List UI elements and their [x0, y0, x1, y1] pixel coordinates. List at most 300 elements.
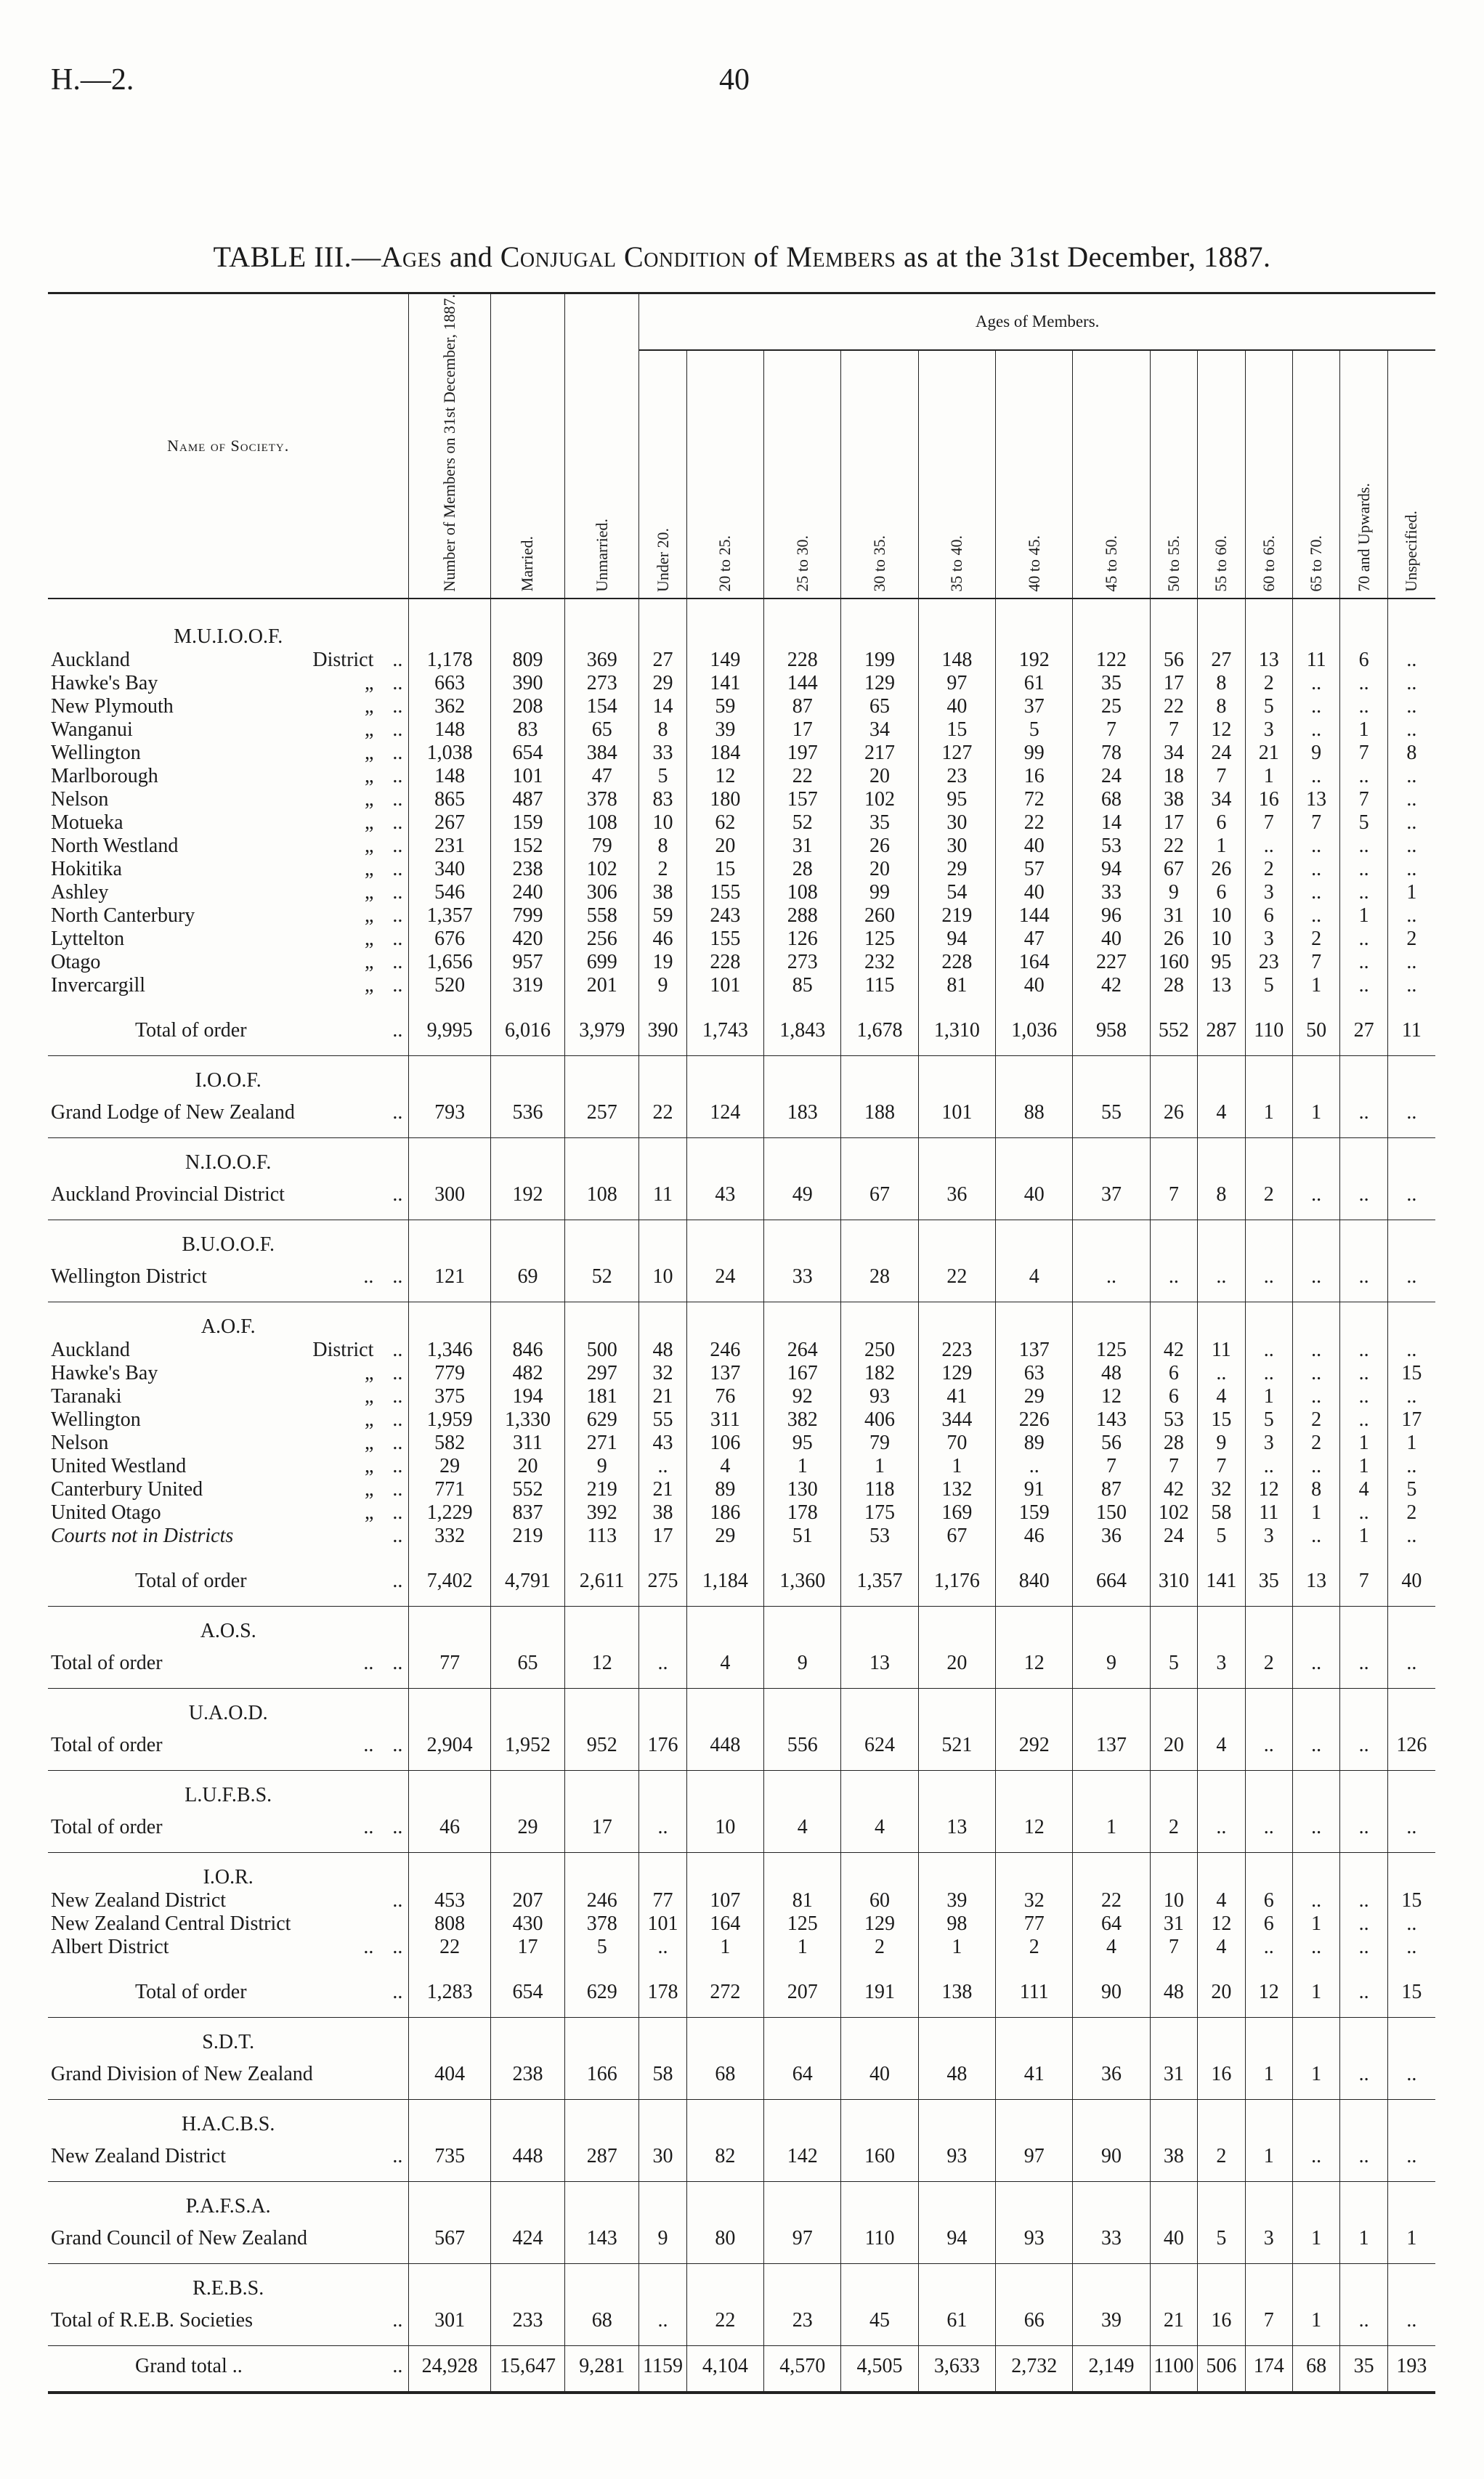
- value-cell: ..: [1387, 718, 1435, 742]
- leader-dots: ..: [392, 880, 403, 904]
- value-cell: 2: [1245, 1174, 1292, 1220]
- value-cell: 5: [1245, 974, 1292, 997]
- value-cell: 624: [841, 1725, 918, 1771]
- table-title: TABLE III.—Ages and Conjugal Condition of Members as at the 31st December, 1887.: [213, 240, 1271, 273]
- row-name: [48, 1455, 409, 1478]
- value-cell: 166: [565, 2054, 639, 2100]
- value-cell: 390: [490, 672, 564, 695]
- society-group: [48, 599, 1435, 1056]
- value-cell: ..: [1340, 2054, 1387, 2100]
- leader-dots: ..: [392, 1384, 403, 1408]
- col-age-4: [918, 350, 995, 598]
- value-cell: 6: [1245, 1912, 1292, 1936]
- value-cell: 31: [1150, 1912, 1197, 1936]
- society-name: Marlborough: [51, 764, 158, 787]
- value-cell: ..: [1245, 1257, 1292, 1302]
- value-cell: 3: [1198, 1643, 1245, 1689]
- value-cell: 32: [639, 1362, 686, 1385]
- value-cell: 1: [1340, 2218, 1387, 2264]
- value-cell: 228: [918, 951, 995, 974]
- value-cell: 14: [1073, 811, 1150, 835]
- value-cell: 6: [1198, 881, 1245, 904]
- value-cell: 155: [686, 928, 763, 951]
- value-cell: 3: [1245, 928, 1292, 951]
- value-cell: 808: [409, 1912, 490, 1936]
- value-cell: ..: [1387, 835, 1435, 858]
- value-cell: 13: [1292, 788, 1339, 811]
- value-cell: 50: [1292, 1010, 1339, 1056]
- value-cell: 1: [1292, 1972, 1339, 2018]
- row-name: [48, 2218, 409, 2264]
- group-heading-row: [48, 1852, 1435, 1889]
- value-cell: 1: [1387, 881, 1435, 904]
- value-cell: 1,952: [490, 1725, 564, 1771]
- leader-dots: ..: [392, 1408, 403, 1431]
- value-cell: 167: [764, 1362, 841, 1385]
- value-cell: 2: [1292, 928, 1339, 951]
- value-cell: 16: [1198, 2300, 1245, 2346]
- value-cell: 809: [490, 649, 564, 672]
- value-cell: 10: [639, 811, 686, 835]
- value-cell: ..: [1340, 2136, 1387, 2182]
- value-cell: 49: [764, 1174, 841, 1220]
- value-cell: 199: [841, 649, 918, 672]
- value-cell: 7: [1340, 788, 1387, 811]
- value-cell: 7: [1150, 1936, 1197, 1959]
- value-cell: 952: [565, 1725, 639, 1771]
- header-row: [48, 293, 1435, 351]
- value-cell: 108: [565, 811, 639, 835]
- group-heading-row: [48, 1055, 1435, 1092]
- value-cell: 1,229: [409, 1501, 490, 1525]
- value-cell: 51: [764, 1525, 841, 1548]
- value-cell: 38: [639, 1501, 686, 1525]
- value-cell: 39: [918, 1889, 995, 1912]
- value-cell: ..: [996, 1455, 1073, 1478]
- value-cell: 14: [639, 695, 686, 718]
- value-cell: ..: [1198, 1257, 1245, 1302]
- value-cell: 29: [996, 1385, 1073, 1408]
- value-cell: 95: [918, 788, 995, 811]
- group-heading: A.O.S.: [200, 1619, 256, 1642]
- value-cell: 30: [918, 811, 995, 835]
- value-cell: 72: [996, 788, 1073, 811]
- value-cell: 6,016: [490, 1010, 564, 1056]
- value-cell: 12: [686, 765, 763, 788]
- value-cell: 319: [490, 974, 564, 997]
- leader-dots: ..: [392, 718, 403, 741]
- name-note: ..: [363, 1815, 374, 1838]
- value-cell: 54: [918, 881, 995, 904]
- value-cell: 62: [686, 811, 763, 835]
- group-heading-row: [48, 1302, 1435, 1339]
- value-cell: 629: [565, 1972, 639, 2018]
- total-row: [48, 1972, 1435, 2018]
- value-cell: 48: [1150, 1972, 1197, 2018]
- value-cell: 22: [918, 1257, 995, 1302]
- value-cell: ..: [1387, 858, 1435, 881]
- society-name: Hokitika: [51, 857, 122, 880]
- value-cell: 22: [1073, 1889, 1150, 1912]
- leader-dots: ..: [392, 1018, 403, 1042]
- value-cell: 64: [764, 2054, 841, 2100]
- value-cell: 1,283: [409, 1972, 490, 2018]
- value-cell: 273: [764, 951, 841, 974]
- value-cell: 228: [764, 649, 841, 672]
- value-cell: 4: [996, 1257, 1073, 1302]
- value-cell: 1100: [1150, 2345, 1197, 2393]
- value-cell: 556: [764, 1725, 841, 1771]
- value-cell: 12: [1073, 1385, 1150, 1408]
- value-cell: 197: [764, 742, 841, 765]
- society-name: United Otago: [51, 1501, 161, 1524]
- table-row: [48, 1408, 1435, 1432]
- value-cell: 24,928: [409, 2345, 490, 2393]
- value-cell: 8: [1198, 1174, 1245, 1220]
- value-cell: ..: [1387, 2300, 1435, 2346]
- value-cell: 39: [686, 718, 763, 742]
- value-cell: 5: [996, 718, 1073, 742]
- leader-dots: ..: [392, 811, 403, 834]
- value-cell: 5: [1245, 695, 1292, 718]
- society-name: New Plymouth: [51, 694, 174, 718]
- value-cell: 36: [1073, 2054, 1150, 2100]
- leader-dots: ..: [392, 1569, 403, 1592]
- value-cell: ..: [1387, 695, 1435, 718]
- row-name: [48, 788, 409, 811]
- society-name: Hawke's Bay: [51, 671, 158, 694]
- value-cell: 33: [764, 1257, 841, 1302]
- value-cell: 23: [764, 2300, 841, 2346]
- table-row: [48, 1455, 1435, 1478]
- value-cell: 68: [1292, 2345, 1339, 2393]
- table-row: [48, 1889, 1435, 1912]
- table-row: [48, 1092, 1435, 1138]
- value-cell: 21: [1245, 742, 1292, 765]
- value-cell: 37: [1073, 1174, 1150, 1220]
- value-cell: 13: [1292, 1561, 1339, 1607]
- value-cell: 1: [1245, 2136, 1292, 2182]
- row-name: [48, 1501, 409, 1525]
- value-cell: 1: [1340, 1432, 1387, 1455]
- value-cell: 28: [841, 1257, 918, 1302]
- value-cell: 7: [1150, 1455, 1197, 1478]
- value-cell: ..: [1340, 858, 1387, 881]
- leader-dots: ..: [392, 764, 403, 787]
- value-cell: 30: [918, 835, 995, 858]
- group-heading-row: [48, 2017, 1435, 2054]
- table-row: [48, 928, 1435, 951]
- value-cell: 8: [1387, 742, 1435, 765]
- value-cell: 567: [409, 2218, 490, 2264]
- value-cell: 174: [1245, 2345, 1292, 2393]
- value-cell: 76: [686, 1385, 763, 1408]
- col-age-7: [1150, 350, 1197, 598]
- value-cell: 21: [639, 1385, 686, 1408]
- society-name: Total of order: [51, 1733, 163, 1756]
- value-cell: ..: [1340, 1339, 1387, 1362]
- value-cell: 506: [1198, 2345, 1245, 2393]
- value-cell: 7: [1292, 951, 1339, 974]
- value-cell: ..: [1292, 835, 1339, 858]
- value-cell: 232: [841, 951, 918, 974]
- value-cell: 536: [490, 1092, 564, 1138]
- value-cell: 865: [409, 788, 490, 811]
- value-cell: 1: [1245, 1385, 1292, 1408]
- value-cell: 55: [639, 1408, 686, 1432]
- value-cell: 243: [686, 904, 763, 928]
- value-cell: ..: [1387, 811, 1435, 835]
- value-cell: ..: [1340, 1385, 1387, 1408]
- value-cell: 43: [639, 1432, 686, 1455]
- value-cell: ..: [1387, 974, 1435, 997]
- value-cell: 629: [565, 1408, 639, 1432]
- members-table: [48, 292, 1435, 2394]
- value-cell: 143: [565, 2218, 639, 2264]
- value-cell: ..: [1245, 1936, 1292, 1959]
- col-age-label: 60 to 65.: [1259, 535, 1278, 592]
- value-cell: ..: [1292, 672, 1339, 695]
- value-cell: 306: [565, 881, 639, 904]
- value-cell: 77: [409, 1643, 490, 1689]
- value-cell: 311: [490, 1432, 564, 1455]
- value-cell: 406: [841, 1408, 918, 1432]
- value-cell: 10: [639, 1257, 686, 1302]
- society-group: [48, 2263, 1435, 2345]
- value-cell: 53: [841, 1525, 918, 1548]
- leader-dots: ..: [392, 904, 403, 927]
- value-cell: 159: [996, 1501, 1073, 1525]
- value-cell: 1: [918, 1455, 995, 1478]
- value-cell: 69: [490, 1257, 564, 1302]
- value-cell: 223: [918, 1339, 995, 1362]
- value-cell: 29: [639, 672, 686, 695]
- value-cell: 9: [1073, 1643, 1150, 1689]
- leader-dots: ..: [392, 1501, 403, 1524]
- society-group: [48, 1770, 1435, 1852]
- value-cell: 29: [686, 1525, 763, 1548]
- leader-dots: ..: [392, 834, 403, 857]
- society-name: North Westland: [51, 834, 179, 857]
- value-cell: 1: [1245, 2054, 1292, 2100]
- value-cell: 1: [1292, 2218, 1339, 2264]
- value-cell: 7: [1073, 718, 1150, 742]
- value-cell: 164: [996, 951, 1073, 974]
- value-cell: 5: [1245, 1408, 1292, 1432]
- value-cell: 20: [841, 858, 918, 881]
- value-cell: 111: [996, 1972, 1073, 2018]
- society-name: Wanganui: [51, 718, 133, 741]
- value-cell: ..: [1292, 1807, 1339, 1853]
- value-cell: 52: [764, 811, 841, 835]
- row-name: [48, 2300, 409, 2346]
- value-cell: 108: [565, 1174, 639, 1220]
- value-cell: ..: [1340, 928, 1387, 951]
- value-cell: 36: [1073, 1525, 1150, 1548]
- society-name: Nelson: [51, 1431, 109, 1454]
- value-cell: 1: [1292, 1912, 1339, 1936]
- value-cell: 85: [764, 974, 841, 997]
- row-name: [48, 1972, 409, 2018]
- value-cell: 7: [1340, 742, 1387, 765]
- value-cell: 32: [996, 1889, 1073, 1912]
- name-note: „: [364, 671, 374, 694]
- value-cell: 20: [1198, 1972, 1245, 2018]
- value-cell: 2: [841, 1936, 918, 1959]
- value-cell: 22: [764, 765, 841, 788]
- value-cell: 22: [686, 2300, 763, 2346]
- value-cell: ..: [1198, 1362, 1245, 1385]
- value-cell: ..: [1387, 2136, 1435, 2182]
- value-cell: 404: [409, 2054, 490, 2100]
- value-cell: 181: [565, 1385, 639, 1408]
- value-cell: 137: [686, 1362, 763, 1385]
- group-heading: U.A.O.D.: [188, 1701, 268, 1724]
- value-cell: 40: [996, 881, 1073, 904]
- society-name: Hawke's Bay: [51, 1361, 158, 1384]
- value-cell: 250: [841, 1339, 918, 1362]
- value-cell: ..: [1340, 2300, 1387, 2346]
- value-cell: ..: [639, 1936, 686, 1959]
- value-cell: 80: [686, 2218, 763, 2264]
- value-cell: 143: [1073, 1408, 1150, 1432]
- value-cell: 582: [409, 1432, 490, 1455]
- value-cell: 420: [490, 928, 564, 951]
- value-cell: 183: [764, 1092, 841, 1138]
- value-cell: 8: [1198, 672, 1245, 695]
- table-row: [48, 2300, 1435, 2346]
- value-cell: 47: [996, 928, 1073, 951]
- value-cell: 310: [1150, 1561, 1197, 1607]
- value-cell: ..: [1340, 951, 1387, 974]
- value-cell: 17: [1150, 811, 1197, 835]
- value-cell: 20: [490, 1455, 564, 1478]
- col-name-of-society: Name of Society.: [48, 293, 409, 599]
- value-cell: 2: [1245, 858, 1292, 881]
- value-cell: 2: [996, 1936, 1073, 1959]
- col-age-label: 25 to 30.: [792, 535, 811, 592]
- value-cell: 3,979: [565, 1010, 639, 1056]
- society-name: Otago: [51, 950, 101, 973]
- value-cell: 102: [1150, 1501, 1197, 1525]
- value-cell: 11: [1387, 1010, 1435, 1056]
- value-cell: 840: [996, 1561, 1073, 1607]
- value-cell: ..: [1292, 1936, 1339, 1959]
- name-note: ..: [363, 1935, 374, 1958]
- row-name: [48, 1936, 409, 1959]
- value-cell: ..: [1340, 881, 1387, 904]
- grand-total-section: [48, 2345, 1435, 2393]
- row-name: [48, 1339, 409, 1362]
- value-cell: 500: [565, 1339, 639, 1362]
- col-age-9: [1245, 350, 1292, 598]
- value-cell: ..: [1340, 1174, 1387, 1220]
- value-cell: ..: [1340, 1807, 1387, 1853]
- group-heading-row: [48, 1606, 1435, 1643]
- document-reference: H.—2.: [51, 63, 134, 97]
- value-cell: 21: [639, 1478, 686, 1501]
- table-header: [48, 293, 1435, 599]
- value-cell: ..: [1292, 2136, 1339, 2182]
- value-cell: 8: [639, 835, 686, 858]
- value-cell: 34: [1150, 742, 1197, 765]
- value-cell: 9: [639, 2218, 686, 2264]
- total-label: Total of order: [135, 1569, 247, 1592]
- society-group: [48, 1606, 1435, 1688]
- value-cell: 95: [764, 1432, 841, 1455]
- total-row: [48, 1561, 1435, 1607]
- value-cell: 2: [639, 858, 686, 881]
- value-cell: 40: [1150, 2218, 1197, 2264]
- value-cell: 56: [1150, 649, 1197, 672]
- value-cell: ..: [1387, 672, 1435, 695]
- leader-dots: ..: [392, 1733, 403, 1756]
- value-cell: 8: [639, 718, 686, 742]
- table-container: [48, 292, 1435, 2394]
- value-cell: ..: [1292, 1525, 1339, 1548]
- col-unmarried: [565, 293, 639, 599]
- value-cell: 546: [409, 881, 490, 904]
- value-cell: 7: [1150, 1174, 1197, 1220]
- value-cell: 98: [918, 1912, 995, 1936]
- row-name: [48, 1010, 409, 1056]
- value-cell: 1: [1340, 1525, 1387, 1548]
- value-cell: 390: [639, 1010, 686, 1056]
- value-cell: 7: [1245, 811, 1292, 835]
- row-name: [48, 1362, 409, 1385]
- leader-dots: ..: [392, 2144, 403, 2167]
- value-cell: ..: [1387, 1092, 1435, 1138]
- leader-dots: ..: [392, 1935, 403, 1958]
- value-cell: 256: [565, 928, 639, 951]
- value-cell: 23: [1245, 951, 1292, 974]
- value-cell: 10: [686, 1807, 763, 1853]
- value-cell: ..: [1387, 649, 1435, 672]
- value-cell: 15: [1387, 1362, 1435, 1385]
- col-age-0: [639, 350, 686, 598]
- name-note: „: [364, 1477, 374, 1501]
- value-cell: 31: [1150, 2054, 1197, 2100]
- value-cell: 226: [996, 1408, 1073, 1432]
- value-cell: 92: [764, 1385, 841, 1408]
- value-cell: 275: [639, 1561, 686, 1607]
- value-cell: ..: [1073, 1257, 1150, 1302]
- value-cell: 487: [490, 788, 564, 811]
- value-cell: 20: [918, 1643, 995, 1689]
- row-name: [48, 2054, 409, 2100]
- row-name: [48, 1561, 409, 1607]
- leader-dots: ..: [392, 927, 403, 950]
- value-cell: 33: [1073, 2218, 1150, 2264]
- value-cell: 194: [490, 1385, 564, 1408]
- value-cell: 7: [1198, 1455, 1245, 1478]
- row-name: [48, 1478, 409, 1501]
- group-heading: I.O.R.: [203, 1865, 254, 1888]
- value-cell: 3: [1245, 718, 1292, 742]
- row-name: [48, 1807, 409, 1853]
- value-cell: 127: [918, 742, 995, 765]
- value-cell: 4: [1198, 1889, 1245, 1912]
- group-heading: I.O.O.F.: [195, 1068, 261, 1092]
- col-age-label: Under 20.: [653, 527, 672, 592]
- leader-dots: [402, 2227, 405, 2249]
- value-cell: 7: [1292, 811, 1339, 835]
- table-row: [48, 858, 1435, 881]
- value-cell: 129: [841, 672, 918, 695]
- grand-total-row: [48, 2345, 1435, 2393]
- value-cell: 154: [565, 695, 639, 718]
- value-cell: 27: [639, 649, 686, 672]
